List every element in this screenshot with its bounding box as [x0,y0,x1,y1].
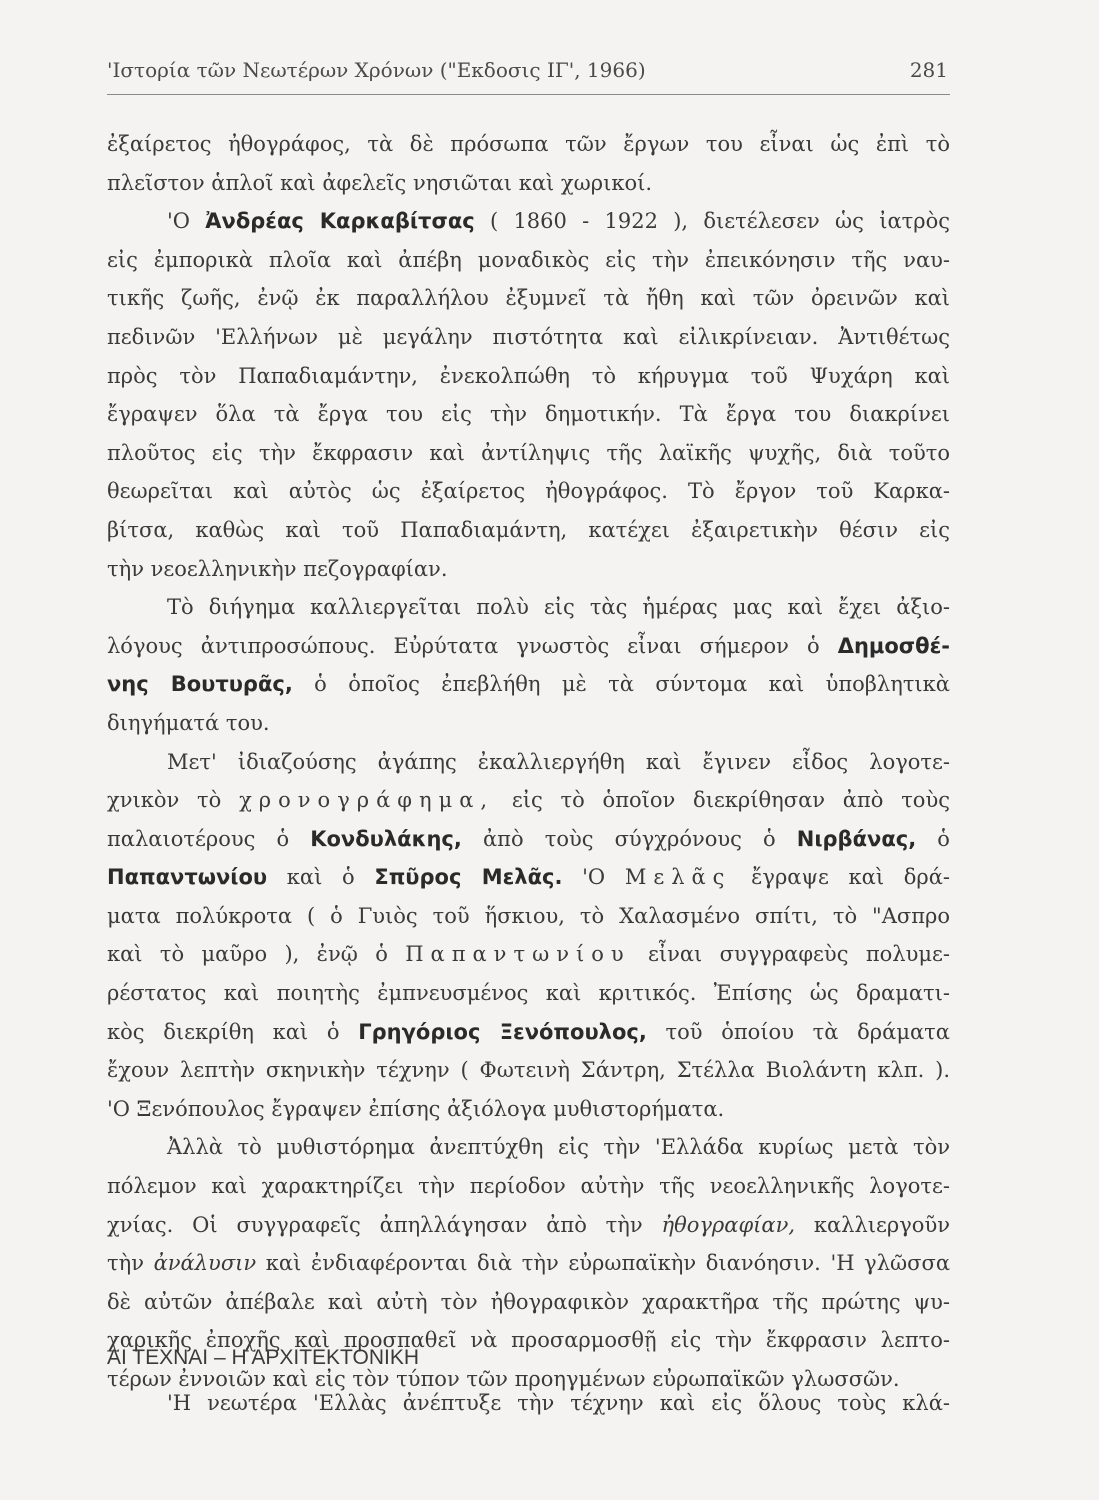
text-line: πόλεμον καὶ χαρακτηρίζει τὴν περίοδον αὐτὴν τῆς νεοελληνικῆς λογοτε- [107,1174,950,1199]
text-line: χαρικῆς ἐποχῆς καὶ προσπαθεῖ νὰ προσαρμοσθῇ εἰς τὴν ἔκφρασιν λεπτο- [107,1328,950,1353]
section-title: ΑΙ ΤΕΧΝΑΙ – Η ΑΡΧΙΤΕΚΤΟΝΙΚΗ [107,1346,419,1369]
text-line: ἔχουν λεπτὴν σκηνικὴν τέχνην ( Φωτεινὴ Σάντρη, Στέλλα Βιολάντη κλπ. ). [107,1058,950,1083]
text-line: Παπαντωνίου καὶ ὁ Σπῦρος Μελᾶς. 'Ο Μελᾶς ἔγραψε καὶ δρά- [107,865,950,890]
text-line: ρέστατος καὶ ποιητὴς ἐμπνευσμένος καὶ κριτικός. Ἐπίσης ὡς δραματι- [107,981,950,1006]
italic-term: ἠθογραφίαν, [661,1212,796,1237]
bold-name: Σπῦρος Μελᾶς. [374,865,563,890]
text-line: τὴν νεοελληνικὴν πεζογραφίαν. [107,556,448,581]
italic-term: ἀνάλυσιν [153,1251,257,1276]
text-line: βίτσα, καθὼς καὶ τοῦ Παπαδιαμάντη, κατέχει ἐξαιρετικὴν θέσιν εἰς [107,517,950,542]
text-line: 'Ο Ξενόπουλος ἔγραψεν ἐπίσης ἀξιόλογα μυθιστορήματα. [107,1096,725,1121]
closing-paragraph [107,1384,950,1423]
bold-name: Νιρβάνας, [796,826,917,851]
text-line: θεωρεῖται καὶ αὐτὸς ὡς ἐξαίρετος ἠθογράφος. Τὸ ἔργον τοῦ Καρκα- [107,479,950,504]
spaced-term: Παπαντωνίου [405,942,631,967]
spaced-term: χρονογράφημα, [239,788,495,813]
text-line: 'Η νεωτέρα 'Ελλὰς ἀνέπτυξε τὴν τέχνην καὶ εἰς ὅλους τοὺς κλά- [167,1391,950,1415]
text-line: παλαιοτέρους ὁ Κονδυλάκης, ἀπὸ τοὺς σύγχρόνους ὁ Νιρβάνας, ὁ [107,826,950,851]
text-line: χνίας. Οἱ συγγραφεῖς ἀπηλλάγησαν ἀπὸ τὴν ἠθογραφίαν, καλλιεργοῦν [107,1212,950,1237]
text-line: ματα πολύκροτα ( ὁ Γυιὸς τοῦ ἥσκιου, τὸ Χαλασμένο σπίτι, τὸ "Ασπρο [107,903,950,928]
text-line: πλοῦτος εἰς τὴν ἔκφρασιν καὶ ἀντίληψις τῆς λαϊκῆς ψυχῆς, διὰ τοῦτο [107,440,950,465]
text-line: πρὸς τὸν Παπαδιαμάντην, ἐνεκολπώθη τὸ κήρυγμα τοῦ Ψυχάρη καὶ [107,363,950,388]
bold-name: νης Βουτυρᾶς, [107,672,293,697]
text-line: χνικὸν τὸ χρονογράφημα, εἰς τὸ ὁποῖον διεκρίθησαν ἀπὸ τοὺς [107,788,950,813]
text-line: ἐξαίρετος ἠθογράφος, τὰ δὲ πρόσωπα τῶν ἔργων του εἶναι ὡς ἐπὶ τὸ [107,132,950,156]
text-line: κὸς διεκρίθη καὶ ὁ Γρηγόριος Ξενόπουλος, τοῦ ὁποίου τὰ δράματα [107,1019,950,1044]
text-line: Ἀλλὰ τὸ μυθιστόρημα ἀνεπτύχθη εἰς τὴν 'Ελλάδα κυρίως μετὰ τὸν [167,1135,950,1160]
text-line: εἰς ἐμπορικὰ πλοῖα καὶ ἀπέβη μοναδικὸς εἰς τὴν ἐπεικόνησιν τῆς ναυ- [107,247,950,272]
text-line: Μετ' ἰδιαζούσης ἀγάπης ἐκαλλιεργήθη καὶ ἔγινεν εἶδος λογοτε- [167,749,950,774]
text-line: τέρων ἐννοιῶν καὶ εἰς τὸν τύπον τῶν προηγμένων εὐρωπαϊκῶν γλωσσῶν. [107,1367,900,1391]
bold-name: Κονδυλάκης, [310,826,462,851]
text-line: τὴν ἀνάλυσιν καὶ ἐνδιαφέρονται διὰ τὴν εὐρωπαϊκὴν διανόησιν. 'Η γλῶσσα [107,1251,950,1276]
bold-name: Δημοσθέ- [837,633,950,658]
bold-name: Παπαντωνίου [107,865,268,890]
spaced-term: Μελᾶς [624,865,732,890]
header-title: 'Ιστορία τῶν Νεωτέρων Χρόνων ("Εκδοσις ΙΓ', 1966) [107,58,646,82]
body-text [107,125,950,1399]
bold-name: Ἀνδρέας Καρκαβίτσας [205,209,475,234]
text-line: πεδινῶν 'Ελλήνων μὲ μεγάλην πιστότητα καὶ εἰλικρίνειαν. Ἀντιθέτως [107,324,950,349]
text-line: Τὸ διήγημα καλλιεργεῖται πολὺ εἰς τὰς ἡμέρας μας καὶ ἔχει ἀξιο- [167,595,950,620]
page-number: 281 [909,58,948,82]
text-line: νης Βουτυρᾶς, ὁ ὁποῖος ἐπεβλήθη μὲ τὰ σύντομα καὶ ὑποβλητικὰ [107,672,950,697]
bold-name: Γρηγόριος Ξενόπουλος, [358,1019,647,1044]
text-line: καὶ τὸ μαῦρο ), ἐνῷ ὁ Παπαντωνίου εἶναι συγγραφεὺς πολυμε- [107,942,950,967]
running-header [107,58,950,95]
text-line: λόγους ἀντιπροσώπους. Εὐρύτατα γνωστὸς εἶναι σήμερον ὁ Δημοσθέ- [107,633,950,658]
text-line: πλεῖστον ἁπλοῖ καὶ ἀφελεῖς νησιῶται καὶ χωρικοί. [107,170,653,195]
text-line: ἔγραψεν ὅλα τὰ ἔργα του εἰς τὴν δημοτικήν. Τὰ ἔργα του διακρίνει [107,402,950,427]
text-line: δὲ αὐτῶν ἀπέβαλε καὶ αὐτὴ τὸν ἠθογραφικὸν χαρακτῆρα τῆς πρώτης ψυ- [107,1289,950,1314]
text-line: τικῆς ζωῆς, ἐνῷ ἐκ παραλλήλου ἐξυμνεῖ τὰ ἤθη καὶ τῶν ὀρεινῶν καὶ [107,286,950,311]
text-line: 'Ο Ἀνδρέας Καρκαβίτσας ( 1860 - 1922 ), διετέλεσεν ὡς ἰατρὸς [167,209,950,234]
text-line: διηγήματά του. [107,710,270,735]
